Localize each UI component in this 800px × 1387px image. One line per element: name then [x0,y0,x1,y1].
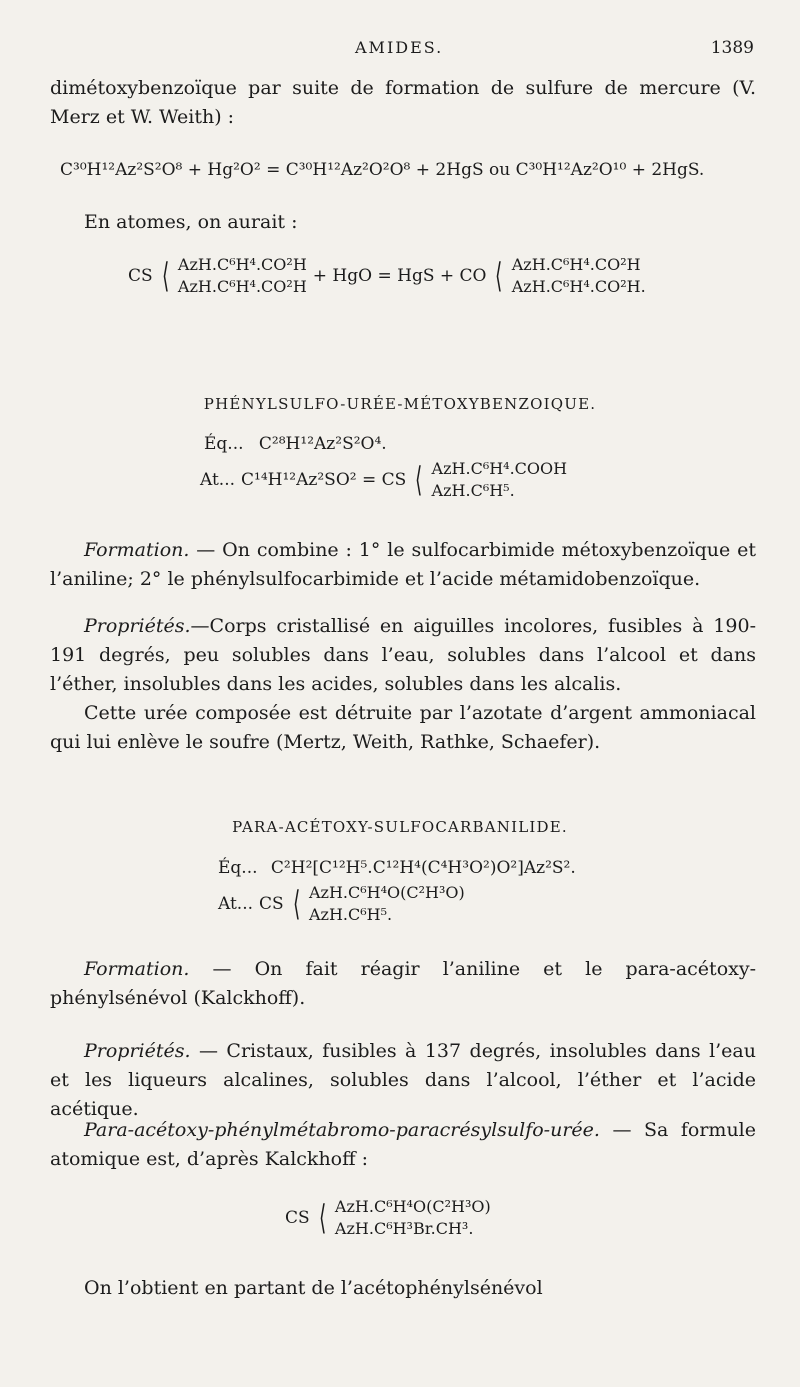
closing-paragraph: On l’obtient en partant de l’acétophénylsénévol [84,1277,543,1299]
cs-prefix: CS [128,266,153,286]
at-formula: C¹⁴H¹²Az²SO² = CS [241,470,407,490]
brace-symbol: ⟨ [161,256,169,296]
eq-line-1 [204,434,387,454]
properties-text: — Cristaux, fusibles à 137 degrés, insolubles dans l’eau et les liqueurs alcalines, solubles dans l’alcool, l’éther et l’acide acétique. [50,1040,756,1120]
brace-symbol: ⟨ [415,460,423,500]
properties-paragraph-1 [50,612,756,699]
cs-prefix: CS [285,1208,310,1228]
formation-paragraph-1 [50,536,756,594]
formula-top: AzH.C⁶H⁴.CO²H [511,255,641,274]
compound-title: Para-acétoxy-phénylmétabromo-paracrésylsulfo-urée. [84,1119,600,1141]
at-label: At... [218,894,254,914]
formula-bottom: AzH.C⁶H⁵. [308,905,393,924]
brace-symbol: ⟨ [495,256,503,296]
properties-label: Propriétés. [84,615,191,637]
formation-text: — On combine : 1° le sulfocarbimide métoxybenzoïque et l’aniline; 2° le phénylsulfocarbimide et l’acide métamidobenzoïque. [50,539,756,590]
cs-prefix: CS [259,894,284,914]
formation-text: — On fait réagir l’aniline et le para-acétoxy-phénylsénévol (Kalckhoff). [50,958,756,1009]
eq-label: Éq... [204,434,244,454]
brace-symbol: ⟨ [292,884,300,924]
formation-paragraph-2 [50,955,756,1013]
eq-formula: C²H²[C¹²H⁵.C¹²H⁴(C⁴H³O²)O²]Az²S². [270,858,576,878]
intro-paragraph: dimétoxybenzoïque par suite de formation de sulfure de mercure (V. Merz et W. Weith) : [50,77,756,128]
properties-text: —Corps cristallisé en aiguilles incolores, fusibles à 190-191 degrés, peu solubles dans l’eau, solubles dans l’alcool et dans l’éther, insolubles dans les acides, solubles dans les alcalis. [50,615,756,695]
section-3-paragraph [50,1116,756,1174]
formation-label: Formation. [84,958,190,980]
compound-text: — Sa formule atomique est, d’après Kalckhoff : [50,1119,756,1170]
formula-stack [432,458,568,502]
formula-stack [512,254,646,298]
formula-bottom: AzH.C⁶H⁵. [431,481,515,500]
formula-3 [285,1196,491,1240]
eq-label: Éq... [218,858,258,878]
formula-top: AzH.C⁶H⁴O(C²H³O) [308,883,465,902]
brace-symbol: ⟨ [318,1198,326,1238]
note-paragraph: Cette urée composée est détruite par l’azotate d’argent ammoniacal qui lui enlève le soufre (Mertz, Weith, Rathke, Schaefer). [50,702,756,753]
formula-stack [178,254,307,298]
formula-bottom: AzH.C⁶H⁴.CO²H. [511,277,646,296]
at-line-2 [218,882,465,926]
page-number: 1389 [710,38,754,58]
at-line-1 [200,458,567,502]
section-heading-1: PHÉNYLSULFO-URÉE-MÉTOXYBENZOIQUE. [203,395,597,413]
eq-line-2 [218,858,576,878]
formula-bottom: AzH.C⁶H⁴.CO²H [177,277,307,296]
formation-label: Formation. [84,539,190,561]
formula-bottom: AzH.C⁶H³Br.CH³. [334,1219,474,1238]
eq-formula: C²⁸H¹²Az²S²O⁴. [258,434,387,454]
section-heading-2: PARA-ACÉTOXY-SULFOCARBANILIDE. [232,818,568,836]
formula-stack [309,882,465,926]
atoms-intro: En atomes, on aurait : [84,211,298,233]
properties-paragraph-2 [50,1037,756,1124]
equation-middle: + HgO = HgS + CO [312,266,487,286]
at-label: At... [200,470,236,490]
formula-top: AzH.C⁶H⁴O(C²H³O) [334,1197,491,1216]
properties-label: Propriétés. [84,1040,191,1062]
formula-top: AzH.C⁶H⁴.COOH [431,459,568,478]
formula-top: AzH.C⁶H⁴.CO²H [177,255,307,274]
equation-atoms [128,254,646,298]
equation-main: C³⁰H¹²Az²S²O⁸ + Hg²O² = C³⁰H¹²Az²O²O⁸ + 2HgS ou C³⁰H¹²Az²O¹⁰ + 2HgS. [60,160,705,180]
running-header: AMIDES. [355,38,444,57]
formula-stack [335,1196,491,1240]
